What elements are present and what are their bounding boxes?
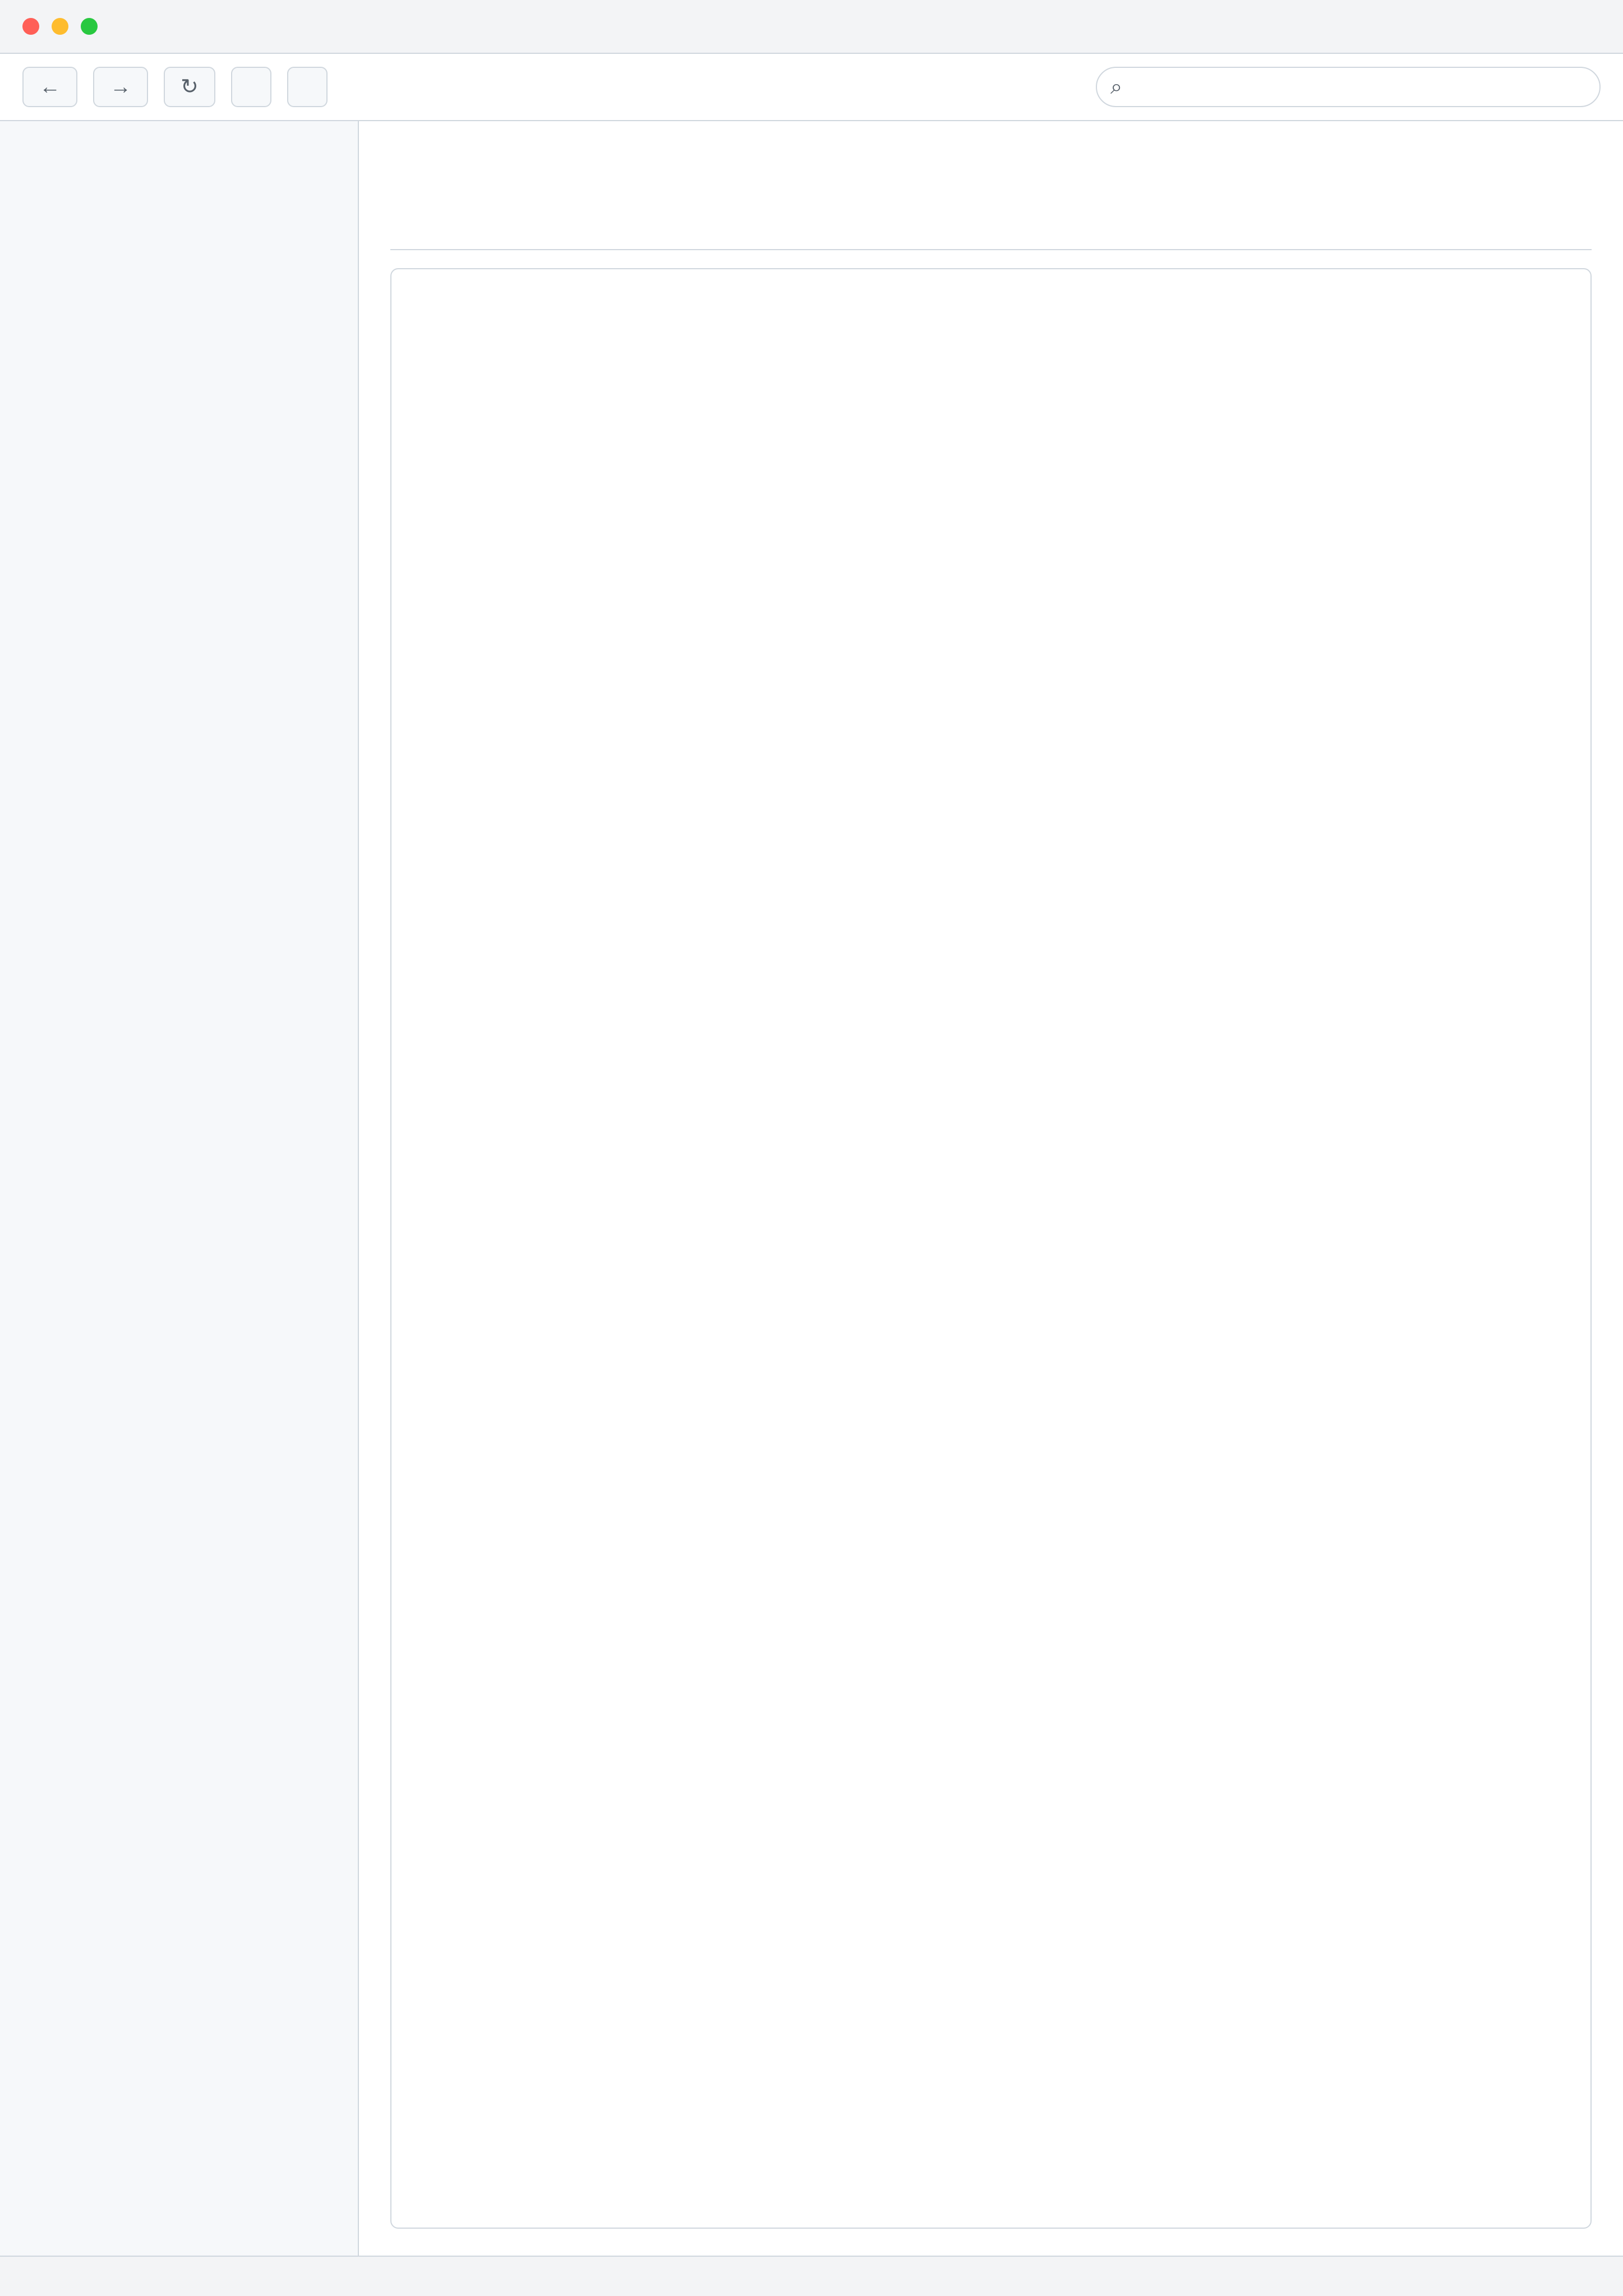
breadcrumb (390, 148, 1592, 171)
page-title (390, 188, 1592, 231)
maximize-window-button[interactable] (81, 18, 98, 35)
content-area (0, 121, 1623, 2256)
toolbar (0, 54, 1623, 121)
secondary-action-button[interactable] (287, 67, 328, 107)
status-bar (0, 2256, 1623, 2296)
close-window-button[interactable] (22, 18, 39, 35)
back-button[interactable] (22, 67, 77, 107)
sidebar-heading (13, 141, 344, 168)
back-arrow-icon: ← (39, 75, 61, 99)
primary-action-button[interactable] (231, 67, 271, 107)
tab-strip (390, 249, 1592, 250)
search-icon: ⌕ (1110, 75, 1123, 99)
main-panel (359, 121, 1623, 2256)
window-controls (22, 18, 98, 35)
search-input[interactable] (1131, 76, 1586, 99)
title-bar (0, 0, 1623, 54)
refresh-icon: ↻ (181, 75, 199, 99)
refresh-button[interactable] (164, 67, 215, 107)
sidebar (0, 121, 359, 2256)
forward-button[interactable] (93, 67, 148, 107)
data-table-container (390, 268, 1592, 2229)
empty-table-placeholder (391, 269, 1590, 359)
forward-arrow-icon: → (110, 75, 131, 99)
search-box[interactable] (1096, 67, 1601, 107)
minimize-window-button[interactable] (52, 18, 68, 35)
